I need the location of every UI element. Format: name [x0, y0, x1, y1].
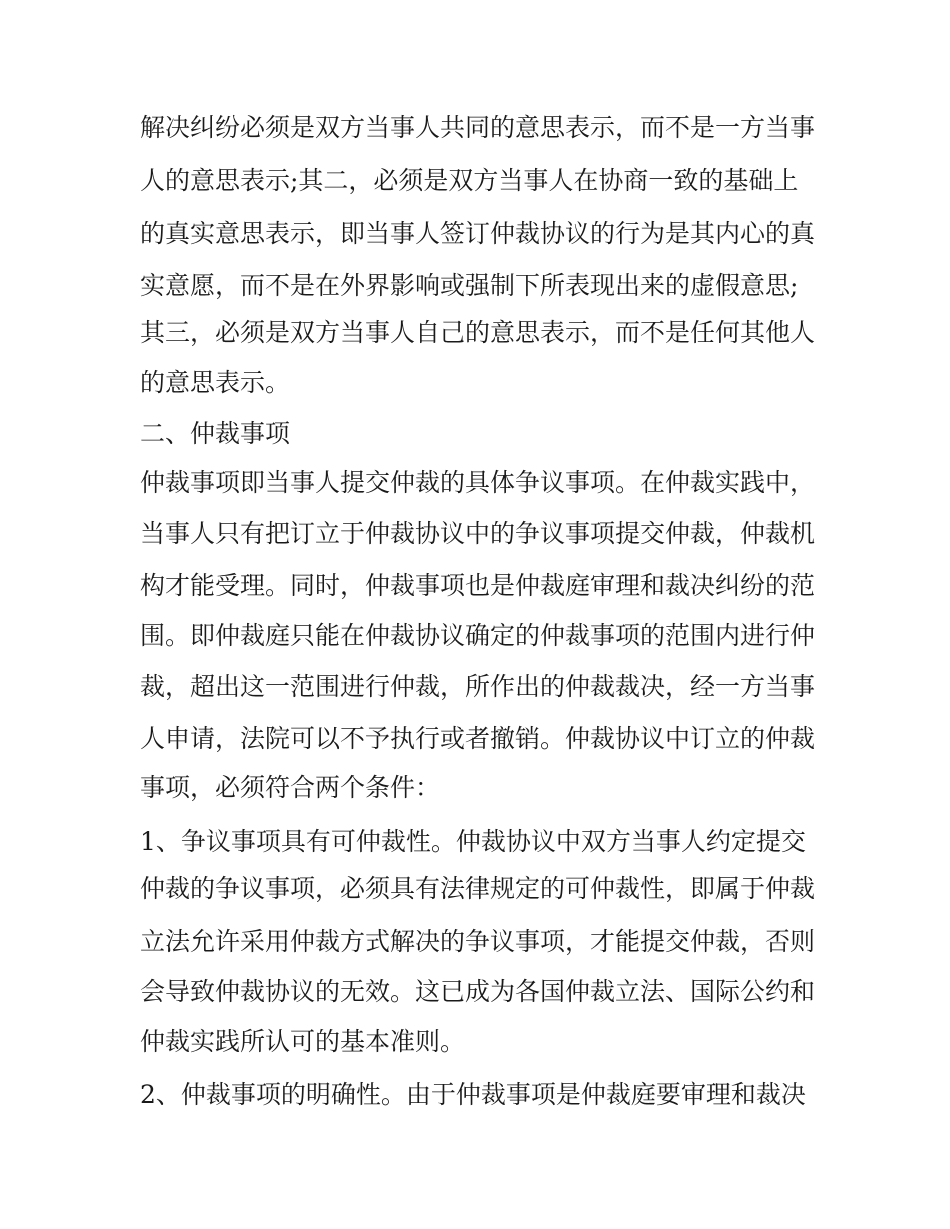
text-line: 其三，必须是双方当事人自己的意思表示，而不是任何其他人: [140, 318, 816, 347]
text-line: 仲裁的争议事项，必须具有法律规定的可仲裁性，即属于仲裁: [140, 874, 816, 903]
text-line: 解决纠纷必须是双方当事人共同的意思表示，而不是一方当事: [140, 113, 816, 142]
text-line: 围。即仲裁庭只能在仲裁协议确定的仲裁事项的范围内进行仲: [140, 621, 816, 650]
text-line: 实意愿，而不是在外界影响或强制下所表现出来的虚假意思;: [140, 271, 799, 300]
text-line: 当事人只有把订立于仲裁协议中的争议事项提交仲裁，仲裁机: [140, 519, 816, 548]
text-line: 事项，必须符合两个条件：: [140, 773, 441, 802]
text-line: 构才能受理。同时，仲裁事项也是仲裁庭审理和裁决纠纷的范: [140, 571, 816, 600]
text-line: 会导致仲裁协议的无效。这已成为各国仲裁立法、国际公约和: [140, 977, 816, 1006]
text-line: 仲裁实践所认可的基本准则。: [140, 1027, 466, 1056]
list-item: 1、争议事项具有可仲裁性。仲裁协议中双方当事人约定提交: [140, 827, 806, 856]
list-item: 2、仲裁事项的明确性。由于仲裁事项是仲裁庭要审理和裁决: [140, 1080, 806, 1109]
section-heading: 二、仲裁事项: [140, 419, 291, 448]
text-line: 仲裁事项即当事人提交仲裁的具体争议事项。在仲裁实践中，: [140, 468, 816, 497]
text-line: 立法允许采用仲裁方式解决的争议事项，才能提交仲裁，否则: [140, 927, 816, 956]
text-line: 的真实意思表示，即当事人签订仲裁协议的行为是其内心的真: [140, 219, 816, 248]
text-line: 人申请，法院可以不予执行或者撤销。仲裁协议中订立的仲裁: [140, 724, 816, 753]
text-line: 裁，超出这一范围进行仲裁，所作出的仲裁裁决，经一方当事: [140, 672, 816, 701]
text-line: 人的意思表示;其二，必须是双方当事人在协商一致的基础上: [140, 166, 799, 195]
text-line: 的意思表示。: [140, 368, 291, 397]
